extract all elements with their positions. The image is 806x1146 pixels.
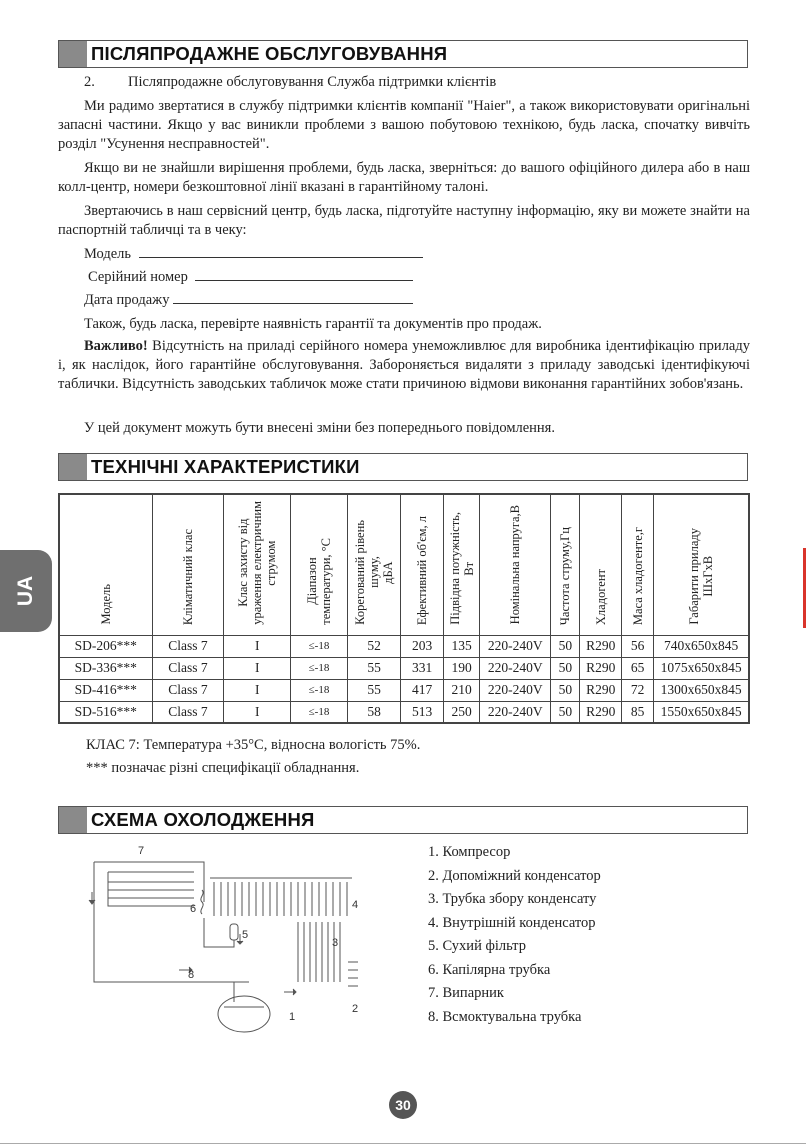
table-cell: R290 <box>580 701 621 723</box>
spec-header-label: Номінальна напруга,В <box>508 505 523 625</box>
section-header-service <box>58 40 748 68</box>
page-bottom-rule <box>0 1143 806 1144</box>
table-cell: 331 <box>401 657 443 679</box>
spec-header-label: Кліматичний клас <box>180 528 195 625</box>
condensate-tube <box>298 922 340 982</box>
flow-arrow <box>284 989 296 995</box>
table-cell: 190 <box>443 657 479 679</box>
table-cell: 55 <box>347 657 401 679</box>
table-cell: 1075x650x845 <box>654 657 749 679</box>
field-serial-line <box>195 267 413 281</box>
spec-table-header-row <box>59 494 749 635</box>
inner-condenser <box>214 882 347 916</box>
legend-item: 2. Допоміжний конденсатор <box>428 867 601 884</box>
table-row <box>59 679 749 701</box>
section-title: ТЕХНІЧНІ ХАРАКТЕРИСТИКИ <box>91 456 360 477</box>
table-cell: 1550x650x845 <box>654 701 749 723</box>
table-cell: SD-206*** <box>59 635 152 657</box>
field-date-label: Дата продажу <box>84 292 170 308</box>
language-tab-label: UA <box>14 575 37 607</box>
field-model-line <box>139 244 423 258</box>
legend-item: 3. Трубка збору конденсату <box>428 891 597 907</box>
spec-header-cell <box>224 494 291 635</box>
table-cell: 203 <box>401 635 443 657</box>
section-header-cooling <box>58 806 748 834</box>
spec-header-label: Корегований рівень шуму, дБА <box>353 519 396 625</box>
diagram-label-2: 2 <box>352 1003 359 1015</box>
table-cell: SD-416*** <box>59 679 152 701</box>
field-serial <box>88 267 413 287</box>
table-cell: ≤-18 <box>291 679 348 701</box>
table-cell: 1300x650x845 <box>654 679 749 701</box>
suction-line <box>94 862 249 982</box>
table-cell: 220-240V <box>480 679 551 701</box>
table-cell: I <box>224 657 291 679</box>
spec-header-cell <box>401 494 443 635</box>
table-cell: I <box>224 701 291 723</box>
legend-item: 1. Компресор <box>428 844 511 860</box>
table-cell: 220-240V <box>480 635 551 657</box>
table-cell: ≤-18 <box>291 657 348 679</box>
spec-header-label: Підвідна потужність, Вт <box>447 511 476 625</box>
list-item-text: Післяпродажне обслуговування Служба підтримки клієнтів <box>128 74 497 90</box>
spec-header-label: Модель <box>98 584 113 625</box>
legend-item: 6. Капілярна трубка <box>428 961 551 978</box>
table-cell: SD-336*** <box>59 657 152 679</box>
table-cell: 72 <box>621 679 653 701</box>
diagram-label-7: 7 <box>138 845 145 857</box>
section-accent <box>59 807 87 833</box>
table-cell: 135 <box>443 635 479 657</box>
compressor <box>218 996 270 1032</box>
spec-header-label: Частота струму,Гц <box>558 526 573 625</box>
table-cell: Class 7 <box>152 635 224 657</box>
section-accent <box>59 41 87 67</box>
spec-header-cell <box>621 494 653 635</box>
spec-header-cell <box>580 494 621 635</box>
service-paragraph-1: Ми радимо звертатися в службу підтримки клієнтів компанії "Haier", а також використовувати оригінальні запасні частини. Якщо у вас виникли проблеми з вашою побутовою технікою, будь ласка, спочатку вивчіть розділ "Усунення несправностей". <box>58 98 750 152</box>
table-cell: ≤-18 <box>291 701 348 723</box>
field-date-line <box>173 290 413 304</box>
section-header-tech <box>58 453 748 481</box>
table-cell: 220-240V <box>480 701 551 723</box>
table-cell: 50 <box>551 679 580 701</box>
spec-header-label: Діапазон температури, °С <box>305 537 333 625</box>
table-row <box>59 701 749 723</box>
table-cell: 50 <box>551 635 580 657</box>
legend-item: 4. Внутрішній конденсатор <box>428 914 596 931</box>
spec-header-cell <box>59 494 152 635</box>
table-cell: R290 <box>580 635 621 657</box>
table-note-2: *** позначає різні специфікації обладнання. <box>86 760 360 776</box>
field-date <box>84 290 413 310</box>
section-title: СХЕМА ОХОЛОДЖЕННЯ <box>91 809 315 830</box>
legend-item: 5. Сухий фільтр <box>428 938 526 954</box>
important-text: Відсутність на приладі серійного номера унеможливлює для виробника ідентифікацію приладу і, як наслідок, його гарантійне обслуговування. Забороняється видаляти з приладу заводські ідентифікуючі таблички. Відсутність заводських табличок може стати причиною відмови виконання гарантійних зобов'язань. <box>58 338 750 392</box>
spec-header-cell <box>551 494 580 635</box>
evaporator-coil <box>108 872 194 906</box>
diagram-label-1: 1 <box>289 1011 296 1023</box>
table-cell: 56 <box>621 635 653 657</box>
diagram-label-4: 4 <box>352 899 359 911</box>
field-serial-label: Серійний номер <box>88 269 188 285</box>
table-cell: R290 <box>580 657 621 679</box>
capillary-tube <box>201 890 203 914</box>
spec-header-cell <box>291 494 348 635</box>
spec-header-cell <box>443 494 479 635</box>
diagram-label-3: 3 <box>332 937 339 949</box>
important-paragraph <box>58 337 750 394</box>
service-paragraph-5: У цей документ можуть бути внесені зміни без попереднього повідомлення. <box>84 420 555 436</box>
spec-header-cell <box>152 494 224 635</box>
spec-header-label: Ефективний об'єм, л <box>415 515 430 625</box>
table-cell: 513 <box>401 701 443 723</box>
table-cell: 58 <box>347 701 401 723</box>
table-cell: 740x650x845 <box>654 635 749 657</box>
spec-header-label: Габарити приладу ШхГхВ <box>687 528 716 625</box>
service-paragraph-2: Якщо ви не знайшли вирішення проблеми, будь ласка, зверніться: до вашого офіційного дилера або в наш колл-центр, номери безкоштовної лінії вказані в гарантійному талоні. <box>58 160 750 195</box>
table-cell: I <box>224 635 291 657</box>
list-item-number: 2. <box>84 74 95 90</box>
legend-item: 8. Всмоктувальна трубка <box>428 1008 582 1025</box>
table-cell: 55 <box>347 679 401 701</box>
table-cell: 85 <box>621 701 653 723</box>
language-tab <box>0 550 52 632</box>
spec-header-label: Хладогент <box>593 568 608 625</box>
legend-item: 7. Випарник <box>428 985 504 1001</box>
table-cell: 52 <box>347 635 401 657</box>
table-cell: R290 <box>580 679 621 701</box>
table-cell: Class 7 <box>152 657 224 679</box>
spec-header-cell <box>480 494 551 635</box>
table-note-1: КЛАС 7: Температура +35°С, відносна вологість 75%. <box>86 737 421 753</box>
table-cell: SD-516*** <box>59 701 152 723</box>
spec-header-label: Маса хладогенте,г <box>630 526 645 625</box>
spec-table-body <box>59 635 749 723</box>
field-model-label: Модель <box>84 246 132 262</box>
cooling-diagram <box>84 842 384 1042</box>
field-model <box>84 244 423 264</box>
spec-table <box>58 493 750 724</box>
section-accent <box>59 454 87 480</box>
table-cell: ≤-18 <box>291 635 348 657</box>
service-paragraph-4: Також, будь ласка, перевірте наявність гарантії та документів про продаж. <box>84 316 542 332</box>
table-cell: 65 <box>621 657 653 679</box>
table-cell: 250 <box>443 701 479 723</box>
aux-condenser <box>348 962 358 986</box>
diagram-label-6: 6 <box>190 903 197 915</box>
service-paragraph-3: Звертаючись в наш сервісний центр, будь ласка, підготуйте наступну інформацію, яку ви можете знайти на паспортній табличці та в чеку: <box>58 203 750 238</box>
important-label: Важливо! <box>84 338 148 354</box>
table-cell: 417 <box>401 679 443 701</box>
table-cell: I <box>224 679 291 701</box>
table-cell: 50 <box>551 701 580 723</box>
dryer-filter <box>230 924 238 940</box>
diagram-label-8: 8 <box>188 969 195 981</box>
table-cell: 220-240V <box>480 657 551 679</box>
spec-header-label: Клас захисту від ураження електричним струмом <box>236 501 279 625</box>
spec-header-cell <box>347 494 401 635</box>
table-cell: 210 <box>443 679 479 701</box>
spec-header-cell <box>654 494 749 635</box>
table-cell: Class 7 <box>152 701 224 723</box>
page-number: 30 <box>389 1091 417 1119</box>
section-title: ПІСЛЯПРОДАЖНЕ ОБСЛУГОВУВАННЯ <box>91 43 448 64</box>
diagram-label-5: 5 <box>242 929 249 941</box>
table-row <box>59 635 749 657</box>
table-cell: 50 <box>551 657 580 679</box>
table-cell: Class 7 <box>152 679 224 701</box>
table-row <box>59 657 749 679</box>
